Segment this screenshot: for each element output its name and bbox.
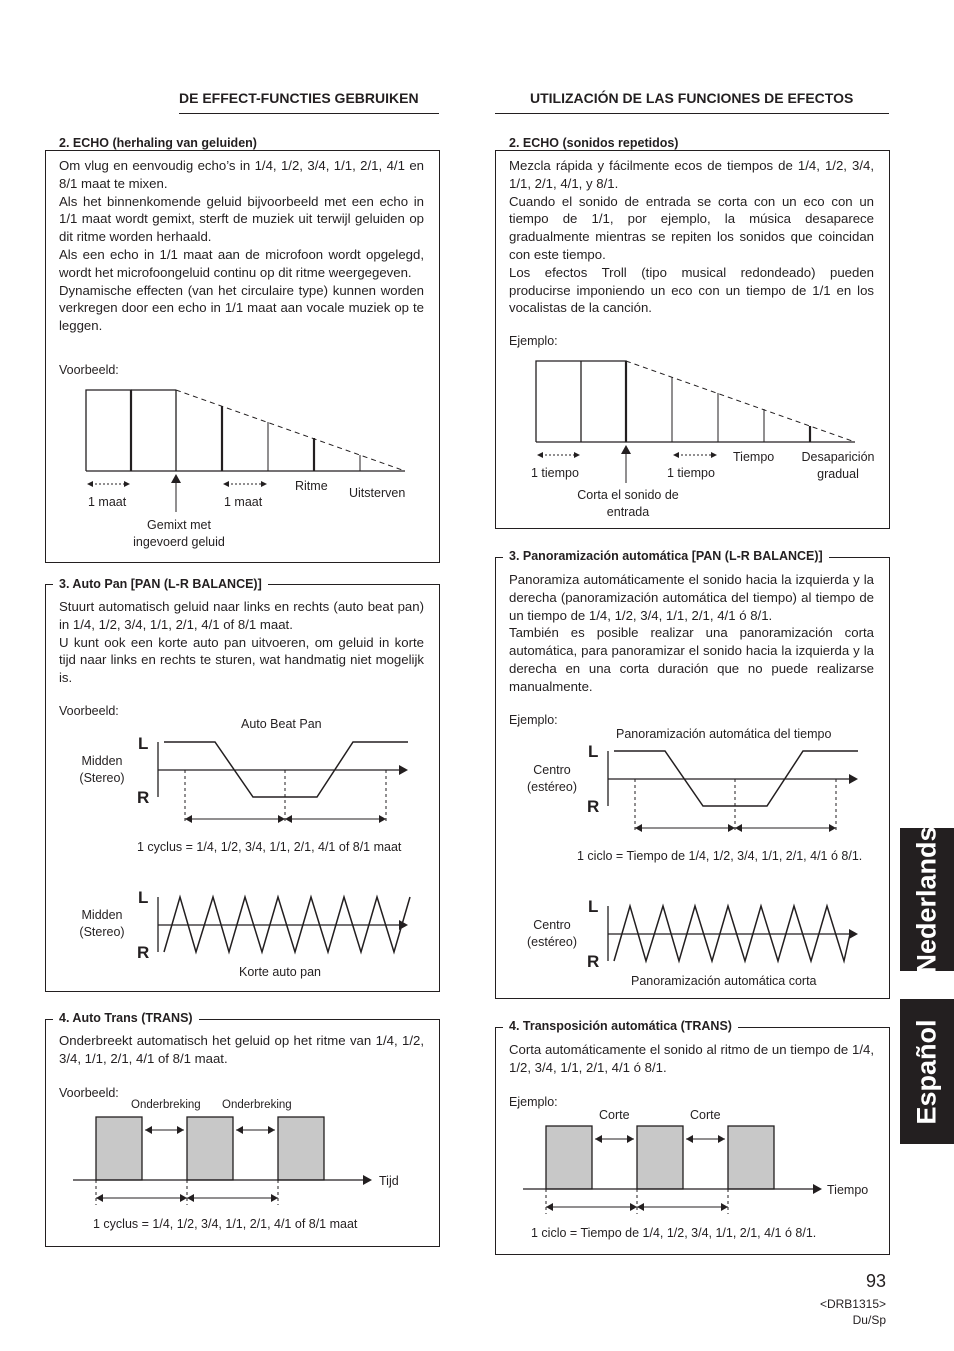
trans-cut2-es: Corte — [690, 1108, 721, 1122]
doc-code — [820, 1296, 886, 1328]
trans-example-label-nl: Voorbeeld: — [59, 1086, 119, 1100]
tab-espanol-label: Español — [911, 1018, 942, 1125]
trans-cycle-es: 1 ciclo = Tiempo de 1/4, 1/2, 3/4, 1/1, 2/1, 4/1 ó 8/1. — [531, 1226, 817, 1240]
echo-p3-nl: Als een echo in 1/1 maat aan de microfoon wordt opgelegd, wordt het microfoongeluid continu op dit ritme weergegeven. — [59, 246, 424, 280]
pan-L-es: L — [588, 742, 599, 761]
echo-beat1-nl: 1 maat — [88, 495, 127, 509]
pan-L2-nl: L — [138, 888, 149, 907]
echo-p4-nl: Dynamische effecten (van het circulaire type) kunnen worden verkregen door een echo in 1/1 maat aan vocale muziek op te leggen. — [59, 282, 424, 334]
pan-p1-es: Panoramiza automáticamente el sonido hacia la izquierda y la derecha (panoramización automática del tiempo) al tiempo de un tiempo de 1/4, 1/2, 3/4, 1/1, 2/1, 4/1 ó 8/1. — [509, 572, 874, 623]
page-number: 93 — [865, 1271, 886, 1291]
echo-example-label-es: Ejemplo: — [509, 334, 558, 348]
pan-short-label-es: Panoramización automática corta — [631, 974, 817, 988]
echo-p3-es: Los efectos Troll (tipo musical redondeado) pueden producirse imponiendo un eco con un tiempo de 1/1 en los vocalistas de la canción. — [509, 264, 874, 316]
pan-L-nl: L — [138, 734, 149, 753]
trans-example-label-es: Ejemplo: — [509, 1095, 558, 1109]
tab-nederlands-label: Nederlands — [911, 825, 942, 974]
pan-p1-nl: Stuurt automatisch geluid naar links en rechts (auto beat pan) in 1/4, 1/2, 3/4, 1/1, 2/1, 4/1 of 8/1 maat. — [59, 599, 424, 632]
pan-center-label-es: Centro (estéreo) — [526, 763, 578, 794]
pan-R-nl: R — [137, 788, 150, 807]
echo-fade-nl: Uitsterven — [349, 486, 406, 500]
trans-title-es: 4. Transposición automática (TRANS) — [503, 1019, 738, 1033]
tab-nederlands[interactable] — [900, 825, 954, 974]
pan-p2-es: También es posible realizar una panoramización corta automática, para panoramizar el sonido hacia la izquierda y la derecha en una corta duración que no puede realizarse manualmente. — [509, 625, 874, 694]
echo-example-label-nl: Voorbeeld: — [59, 363, 119, 377]
pan-center-label-nl: Midden (Stereo) — [79, 754, 125, 785]
echo-rhythm-nl: Ritme — [295, 479, 328, 493]
echo-beat2-nl: 1 maat — [224, 495, 263, 509]
pan-R2-es: R — [587, 952, 600, 971]
pan-center2-label-nl: Midden (Stereo) — [79, 908, 125, 939]
trans-text-nl: Onderbreekt automatisch het geluid op het ritme van 1/4, 1/2, 3/4, 1/1, 2/1, 4/1 of 8/1 maat. — [59, 1033, 424, 1066]
pan-example-label-es: Ejemplo: — [509, 713, 558, 727]
echo-beat2-es: 1 tiempo — [667, 466, 715, 480]
doc-code-lang: Du/Sp — [852, 1313, 886, 1327]
trans-cut1-es: Corte — [599, 1108, 630, 1122]
echo-p1-es: Mezcla rápida y fácilmente ecos de tiempos de 1/4, 1/2, 3/4, 1/1, 2/1, 4/1, y 8/1. — [509, 158, 874, 191]
tab-espanol[interactable] — [900, 999, 954, 1144]
doc-code-id: <DRB1315> — [819, 1297, 886, 1311]
left-section-header: DE EFFECT-FUNCTIES GEBRUIKEN — [179, 90, 419, 106]
echo-fade-es: Desaparición gradual — [801, 450, 875, 481]
pan-cycle-nl: 1 cyclus = 1/4, 1/2, 3/4, 1/1, 2/1, 4/1 of 8/1 maat — [137, 840, 402, 854]
trans-title-nl: 4. Auto Trans (TRANS) — [53, 1011, 199, 1025]
trans-cycle-nl: 1 cyclus = 1/4, 1/2, 3/4, 1/1, 2/1, 4/1 of 8/1 maat — [93, 1217, 358, 1231]
pan-p2-nl: U kunt ook een korte auto pan uitvoeren, om geluid in korte tijd naar links en rechts te sturen, wat handmatig niet mogelijk is. — [59, 634, 424, 686]
echo-title-es: 2. ECHO (sonidos repetidos) — [503, 136, 684, 150]
trans-time-es: Tiempo — [827, 1183, 869, 1197]
echo-p2-es: Cuando el sonido de entrada se corta con un eco con un tiempo de 1/1, por ejemplo, la música desaparece gradualmente mientras se repiten los sonidos que coincidan con este tiempo. — [509, 193, 874, 262]
right-section-header: UTILIZACIÓN DE LAS FUNCIONES DE EFECTOS — [530, 90, 854, 106]
pan-R2-nl: R — [137, 943, 150, 962]
pan-beat-label-es: Panoramización automática del tiempo — [616, 727, 832, 741]
trans-cut2-nl: Onderbreking — [222, 1099, 292, 1111]
trans-cut1-nl: Onderbreking — [131, 1099, 201, 1111]
trans-time-nl: Tijd — [379, 1174, 399, 1188]
echo-p2-nl: Als het binnenkomende geluid bijvoorbeeld met een echo in 1/1 maat wordt gemixt, sterft de muziek uit terwijl geluiden op dit ritme worden herhaald. — [59, 193, 424, 245]
trans-text-es: Corta automáticamente el sonido al ritmo de un tiempo de 1/4, 1/2, 3/4, 1/1, 2/1, 4/1 ó 8/1. — [509, 1042, 874, 1075]
echo-cut-es: Corta el sonido de entrada — [577, 488, 679, 519]
echo-p1-nl: Om vlug en eenvoudig echo’s in 1/4, 1/2, 3/4, 1/1, 2/1, 4/1 en 8/1 maat te mixen. — [59, 158, 424, 191]
pan-example-label-nl: Voorbeeld: — [59, 704, 119, 718]
pan-short-label-nl: Korte auto pan — [239, 965, 322, 979]
echo-rhythm-es: Tiempo — [733, 450, 775, 464]
echo-mixed-nl: Gemixt met ingevoerd geluid — [133, 518, 225, 549]
pan-L2-es: L — [588, 897, 599, 916]
pan-title-nl: 3. Auto Pan [PAN (L-R BALANCE)] — [53, 577, 268, 591]
pan-center2-label-es: Centro (estéreo) — [526, 918, 578, 949]
pan-R-es: R — [587, 797, 600, 816]
pan-cycle-es: 1 ciclo = Tiempo de 1/4, 1/2, 3/4, 1/1, 2/1, 4/1 ó 8/1. — [577, 849, 863, 863]
pan-title-es: 3. Panoramización automática [PAN (L-R BALANCE)] — [503, 549, 829, 563]
echo-title-nl: 2. ECHO (herhaling van geluiden) — [53, 136, 263, 150]
pan-beat-label-nl: Auto Beat Pan — [241, 717, 322, 731]
echo-beat1-es: 1 tiempo — [531, 466, 579, 480]
